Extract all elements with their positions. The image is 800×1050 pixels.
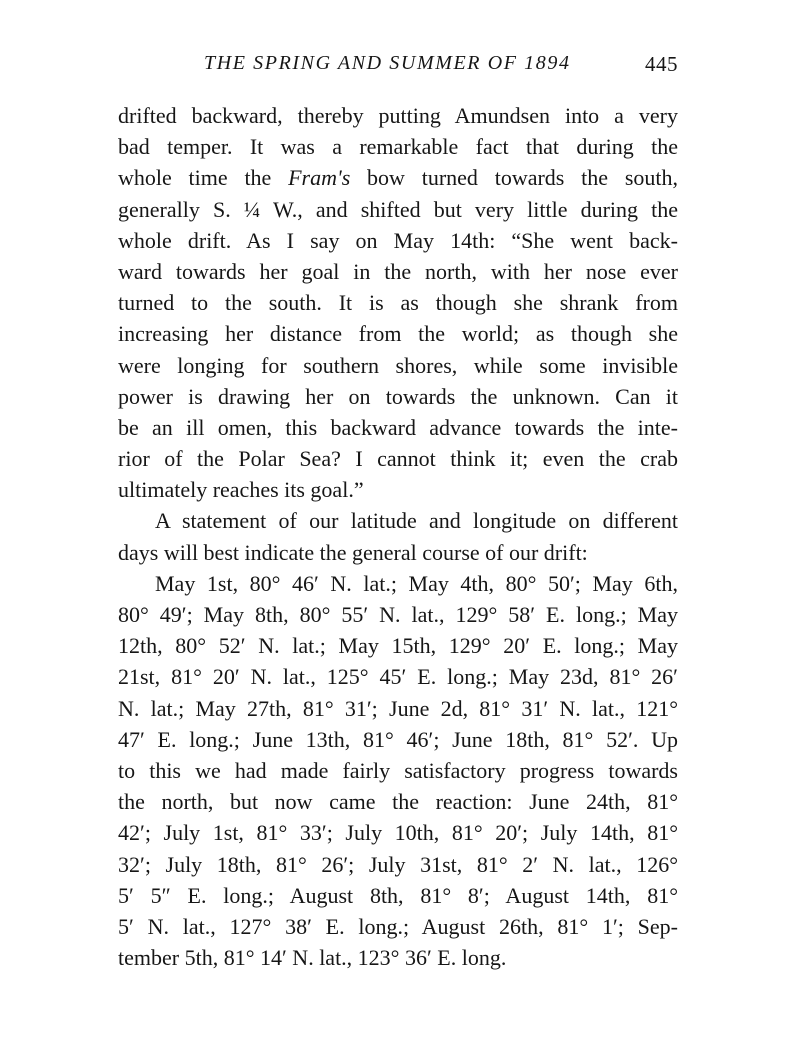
text-line: 32′; July 18th, 81° 26′; July 31st, 81° 2′ N. lat., 126° (118, 851, 678, 877)
text-line: 12th, 80° 52′ N. lat.; May 15th, 129° 20′ E. long.; May (118, 633, 678, 659)
text-line: 47′ E. long.; June 13th, 81° 46′; June 18th, 81° 52′. Up (118, 726, 678, 752)
text-line: A statement of our latitude and longitude on different (155, 508, 678, 534)
text-line: tember 5th, 81° 14′ N. lat., 123° 36′ E. long. (118, 945, 507, 971)
text-line: were longing for southern shores, while some invisible (118, 352, 678, 378)
text-line: generally S. ¼ W., and shifted but very little during the (118, 196, 678, 222)
ship-name: Fram's (288, 165, 351, 191)
text-line: bad temper. It was a remarkable fact that during the (118, 134, 678, 160)
text-line: May 1st, 80° 46′ N. lat.; May 4th, 80° 50′; May 6th, (155, 570, 678, 596)
paragraph-1 (118, 100, 678, 505)
text-line: the north, but now came the reaction: June 24th, 81° (118, 789, 678, 815)
paragraph-3 (118, 568, 678, 973)
paragraph-2 (118, 505, 678, 567)
text-line: turned to the south. It is as though she shrank from (118, 290, 678, 316)
page-number: 445 (645, 52, 678, 76)
text-line (118, 162, 678, 193)
text-line: rior of the Polar Sea? I cannot think it; even the crab (118, 446, 678, 472)
running-title: THE SPRING AND SUMMER OF 1894 (204, 52, 571, 74)
text-line: to this we had made fairly satisfactory progress towards (118, 757, 678, 783)
text-line: ward towards her goal in the north, with her nose ever (118, 258, 678, 284)
text-line: be an ill omen, this backward advance towards the inte- (118, 414, 678, 440)
body-text (118, 100, 678, 973)
text-line: ultimately reaches its goal.” (118, 477, 364, 503)
text-line: 5′ N. lat., 127° 38′ E. long.; August 26th, 81° 1′; Sep- (118, 913, 678, 939)
text-line: 42′; July 1st, 81° 33′; July 10th, 81° 20′; July 14th, 81° (118, 820, 678, 846)
text-line: days will best indicate the general course of our drift: (118, 539, 588, 565)
text-line: drifted backward, thereby putting Amundsen into a very (118, 103, 678, 128)
text-line: whole drift. As I say on May 14th: “She went back- (118, 227, 678, 253)
text-line: power is drawing her on towards the unknown. Can it (118, 383, 678, 409)
text-line: 80° 49′; May 8th, 80° 55′ N. lat., 129° 58′ E. long.; May (118, 602, 678, 627)
text-line: 21st, 81° 20′ N. lat., 125° 45′ E. long.; May 23d, 81° 26′ (118, 664, 678, 690)
text-line: 5′ 5″ E. long.; August 8th, 81° 8′; August 14th, 81° (118, 882, 678, 908)
text-line: N. lat.; May 27th, 81° 31′; June 2d, 81° 31′ N. lat., 121° (118, 695, 678, 721)
text-segment: whole time the (118, 165, 289, 191)
text-segment: bow turned towards the south, (350, 165, 678, 191)
text-line: increasing her distance from the world; as though she (118, 321, 678, 347)
running-head (118, 52, 678, 84)
